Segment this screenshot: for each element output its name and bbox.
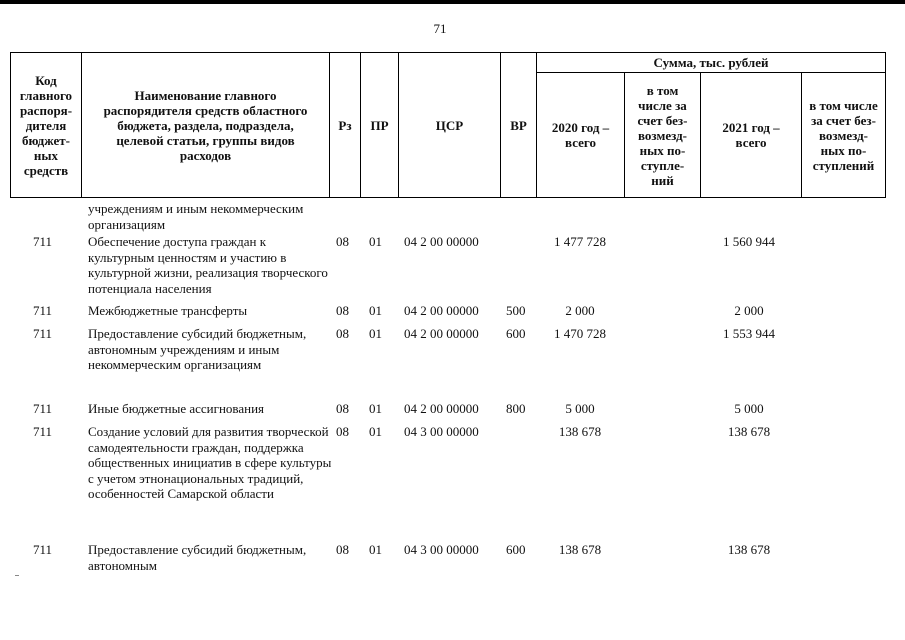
header-2021-free: в том числе за счет без-возмезд-ных по-ступлений xyxy=(809,97,878,173)
row-code: 711 xyxy=(33,303,53,318)
row-vr: 800 xyxy=(506,401,526,416)
row-sum-2020: 2 000 xyxy=(565,303,595,318)
row-csr: 04 2 00 00000 xyxy=(404,303,479,318)
header-csr: ЦСР xyxy=(435,117,464,133)
header-code: Код главного распоря-дителя бюджет-ных средств xyxy=(19,72,73,178)
row-rz: 08 xyxy=(336,401,349,416)
row-sum-2020: 1 477 728 xyxy=(554,234,606,249)
scan-artifact xyxy=(15,575,19,576)
header-2020-total: 2020 год – всего xyxy=(551,120,610,150)
row-pr: 01 xyxy=(369,303,382,318)
row-rz: 08 xyxy=(336,542,349,557)
row-name: Создание условий для развития творческой самодеятельности граждан, поддержка общественных инициатив в сфере культуры с учетом этнонациональных традиций, особенностей Самарской области xyxy=(88,424,332,501)
row-sum-2021: 1 560 944 xyxy=(723,234,775,249)
row-code: 711 xyxy=(33,234,53,249)
row-name: Предоставление субсидий бюджетным, автономным учреждениям и иным некоммерческим организациям xyxy=(88,326,307,372)
row-pr: 01 xyxy=(369,424,382,439)
row-sum-2021: 2 000 xyxy=(734,303,764,318)
row-name: Иные бюджетные ассигнования xyxy=(88,401,265,416)
row-rz: 08 xyxy=(336,303,349,318)
row-sum-2020: 1 470 728 xyxy=(554,326,606,341)
row-code: 711 xyxy=(33,542,53,557)
header-2020-free: в том числе за счет без-возмезд-ных по-ступле-ний xyxy=(637,82,688,188)
header-2021-total: 2021 год – всего xyxy=(722,120,780,150)
row-sum-2021: 138 678 xyxy=(727,424,771,439)
row-name: учреждениям и иным некоммерческим организациям xyxy=(88,201,304,232)
row-sum-2021: 138 678 xyxy=(727,542,771,557)
row-pr: 01 xyxy=(369,401,382,416)
row-rz: 08 xyxy=(336,234,349,249)
header-rz: Рз xyxy=(338,117,352,133)
row-vr: 600 xyxy=(506,326,526,341)
row-sum-2020: 138 678 xyxy=(558,424,602,439)
row-pr: 01 xyxy=(369,542,382,557)
row-vr: 500 xyxy=(506,303,526,318)
row-rz: 08 xyxy=(336,326,349,341)
page-number: 71 xyxy=(433,21,447,36)
row-sum-2021: 5 000 xyxy=(734,401,764,416)
row-csr: 04 2 00 00000 xyxy=(404,326,479,341)
row-csr: 04 2 00 00000 xyxy=(404,401,479,416)
row-name: Обеспечение доступа граждан к культурным ценностям и участию в культурной жизни, реализация творческого потенциала населения xyxy=(88,234,328,296)
table-header xyxy=(10,52,886,198)
header-name: Наименование главного распорядителя средств областного бюджета, раздела, подраздела, целевой статьи, группы видов расходов xyxy=(103,87,308,163)
row-sum-2020: 138 678 xyxy=(558,542,602,557)
row-csr: 04 3 00 00000 xyxy=(404,424,479,439)
row-code: 711 xyxy=(33,424,53,439)
row-name: Межбюджетные трансферты xyxy=(88,303,248,318)
header-vr: ВР xyxy=(510,117,527,133)
row-vr: 600 xyxy=(506,542,526,557)
row-pr: 01 xyxy=(369,326,382,341)
row-csr: 04 2 00 00000 xyxy=(404,234,479,249)
row-pr: 01 xyxy=(369,234,382,249)
top-border xyxy=(0,0,905,4)
row-name: Предоставление субсидий бюджетным, автономным xyxy=(88,542,307,573)
row-code: 711 xyxy=(33,326,53,341)
row-sum-2021: 1 553 944 xyxy=(723,326,775,341)
row-code: 711 xyxy=(33,401,53,416)
row-rz: 08 xyxy=(336,424,349,439)
row-csr: 04 3 00 00000 xyxy=(404,542,479,557)
header-pr: ПР xyxy=(370,117,389,133)
row-sum-2020: 5 000 xyxy=(565,401,595,416)
header-sum: Сумма, тыс. рублей xyxy=(653,55,769,70)
